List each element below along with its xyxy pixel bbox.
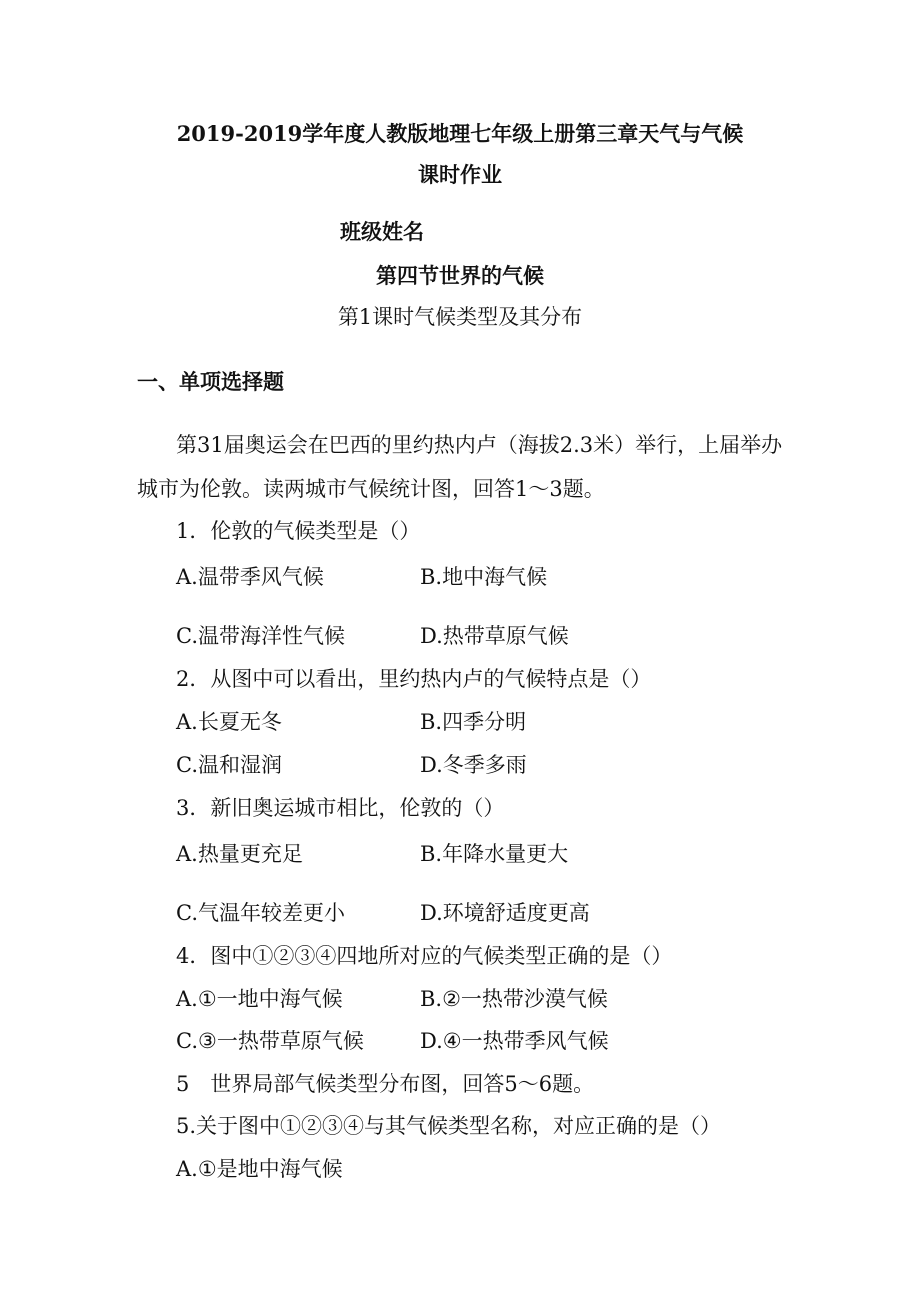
intro-line-2: 城市为伦敦。读两城市气候统计图，回答1～3题。 bbox=[137, 477, 605, 501]
document-subtitle: 课时作业 bbox=[418, 162, 502, 187]
option-b: B.②一热带沙漠气候 bbox=[420, 987, 608, 1011]
question-stem: 2．从图中可以看出，里约热内卢的气候特点是（） bbox=[176, 667, 652, 691]
option-c: C.温和湿润 bbox=[176, 753, 282, 777]
option-a: A.长夏无冬 bbox=[176, 710, 282, 734]
option-b: B.四季分明 bbox=[420, 710, 527, 734]
option-b: B.地中海气候 bbox=[420, 565, 548, 589]
option-d: D.④一热带季风气候 bbox=[420, 1029, 609, 1053]
option-a: A.热量更充足 bbox=[176, 842, 303, 866]
option-a: A.①是地中海气候 bbox=[176, 1157, 343, 1181]
question-stem: 4．图中①②③④四地所对应的气候类型正确的是（） bbox=[176, 944, 673, 968]
option-c: C.气温年较差更小 bbox=[176, 901, 345, 925]
lesson-title: 第1课时气候类型及其分布 bbox=[337, 305, 583, 329]
class-name-line: 班级姓名 bbox=[340, 219, 424, 244]
section-heading: 一、单项选择题 bbox=[137, 369, 284, 394]
question-stem: 3．新旧奥运城市相比，伦敦的（） bbox=[176, 796, 505, 820]
option-c: C.③一热带草原气候 bbox=[176, 1029, 364, 1053]
option-d: D.冬季多雨 bbox=[420, 753, 527, 777]
option-a: A.①一地中海气候 bbox=[176, 987, 343, 1011]
intro-5-6: 5 世界局部气候类型分布图，回答5～6题。 bbox=[176, 1072, 595, 1096]
option-d: D.环境舒适度更高 bbox=[420, 901, 590, 925]
option-c: C.温带海洋性气候 bbox=[176, 624, 345, 648]
option-b: B.年降水量更大 bbox=[420, 842, 569, 866]
section-title: 第四节世界的气候 bbox=[376, 263, 544, 288]
option-d: D.热带草原气候 bbox=[420, 624, 569, 648]
question-stem: 1．伦敦的气候类型是（） bbox=[176, 519, 421, 543]
intro-line-1: 第31届奥运会在巴西的里约热内卢（海拔2.3米）举行，上届举办 bbox=[176, 433, 783, 457]
question-stem: 5.关于图中①②③④与其气候类型名称，对应正确的是（） bbox=[176, 1114, 722, 1138]
document-title: 2019-2019学年度人教版地理七年级上册第三章天气与气候 bbox=[176, 121, 744, 146]
option-a: A.温带季风气候 bbox=[176, 565, 324, 589]
